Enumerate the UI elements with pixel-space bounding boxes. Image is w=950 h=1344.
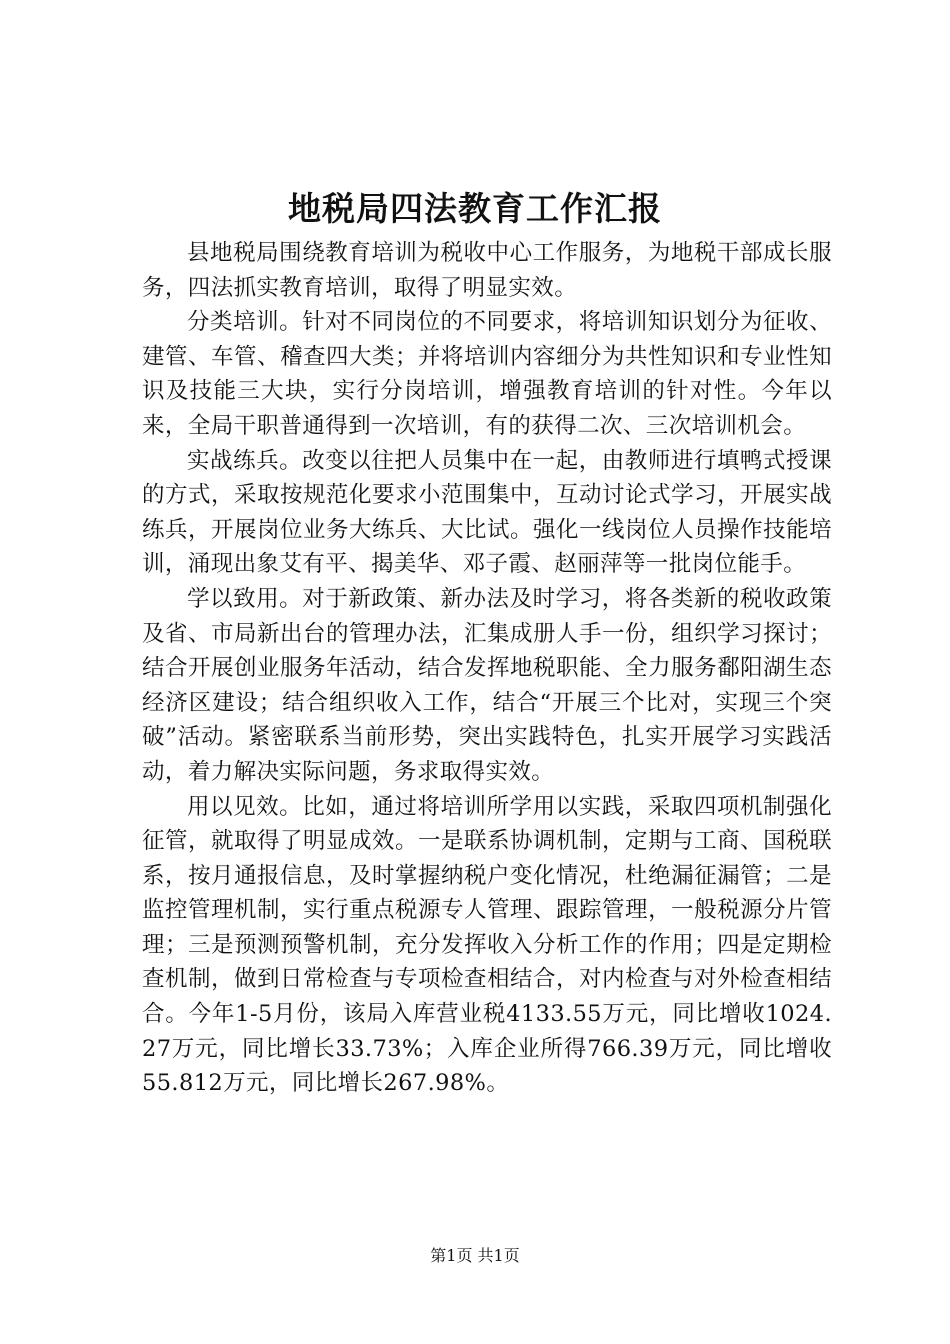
document-body bbox=[142, 236, 832, 1101]
document-title: 地税局四法教育工作汇报 bbox=[288, 189, 662, 228]
page-number-footer: 第1页 共1页 bbox=[430, 1246, 520, 1265]
paragraph-intro: 县地税局围绕教育培训为税收中心工作服务，为地税干部成长服务，四法抓实教育培训，取得了明显实效。 bbox=[142, 240, 832, 301]
paragraph-apply-learning: 学以致用。对于新政策、新办法及时学习，将各类新的税收政策及省、市局新出台的管理办法，汇集成册人手一份，组织学习探讨；结合开展创业服务年活动，结合发挥地税职能、全力服务鄱阳湖生态经济区建设；结合组织收入工作，结合“开展三个比对，实现三个突破”活动。紧密联系当前形势，突出实践特色，扎实开展学习实践活动，着力解决实际问题，务求取得实效。 bbox=[142, 585, 832, 785]
paragraph-practical-drill: 实战练兵。改变以往把人员集中在一起，由教师进行填鸭式授课的方式，采取按规范化要求小范围集中，互动讨论式学习，开展实战练兵，开展岗位业务大练兵、大比试。强化一线岗位人员操作技能培训，涌现出象艾有平、揭美华、邓子霞、赵丽萍等一批岗位能手。 bbox=[142, 447, 832, 578]
paragraph-results: 用以见效。比如，通过将培训所学用以实践，采取四项机制强化征管，就取得了明显成效。一是联系协调机制，定期与工商、国税联系，按月通报信息，及时掌握纳税户变化情况，杜绝漏征漏管；二是监控管理机制，实行重点税源专人管理、跟踪管理，一般税源分片管理；三是预测预警机制，充分发挥收入分析工作的作用；四是定期检查机制，做到日常检查与专项检查相结合，对内检查与对外检查相结合。今年1-5月份，该局入库营业税4133.55万元，同比增收1024.27万元，同比增长33.73%；入库企业所得766.39万元，同比增收55.812万元，同比增长267.98%。 bbox=[142, 793, 832, 1097]
paragraph-classified-training: 分类培训。针对不同岗位的不同要求，将培训知识划分为征收、建管、车管、稽查四大类；并将培训内容细分为共性知识和专业性知识及技能三大块，实行分岗培训，增强教育培训的针对性。今年以来，全局干职普通得到一次培训，有的获得二次、三次培训机会。 bbox=[142, 309, 832, 439]
